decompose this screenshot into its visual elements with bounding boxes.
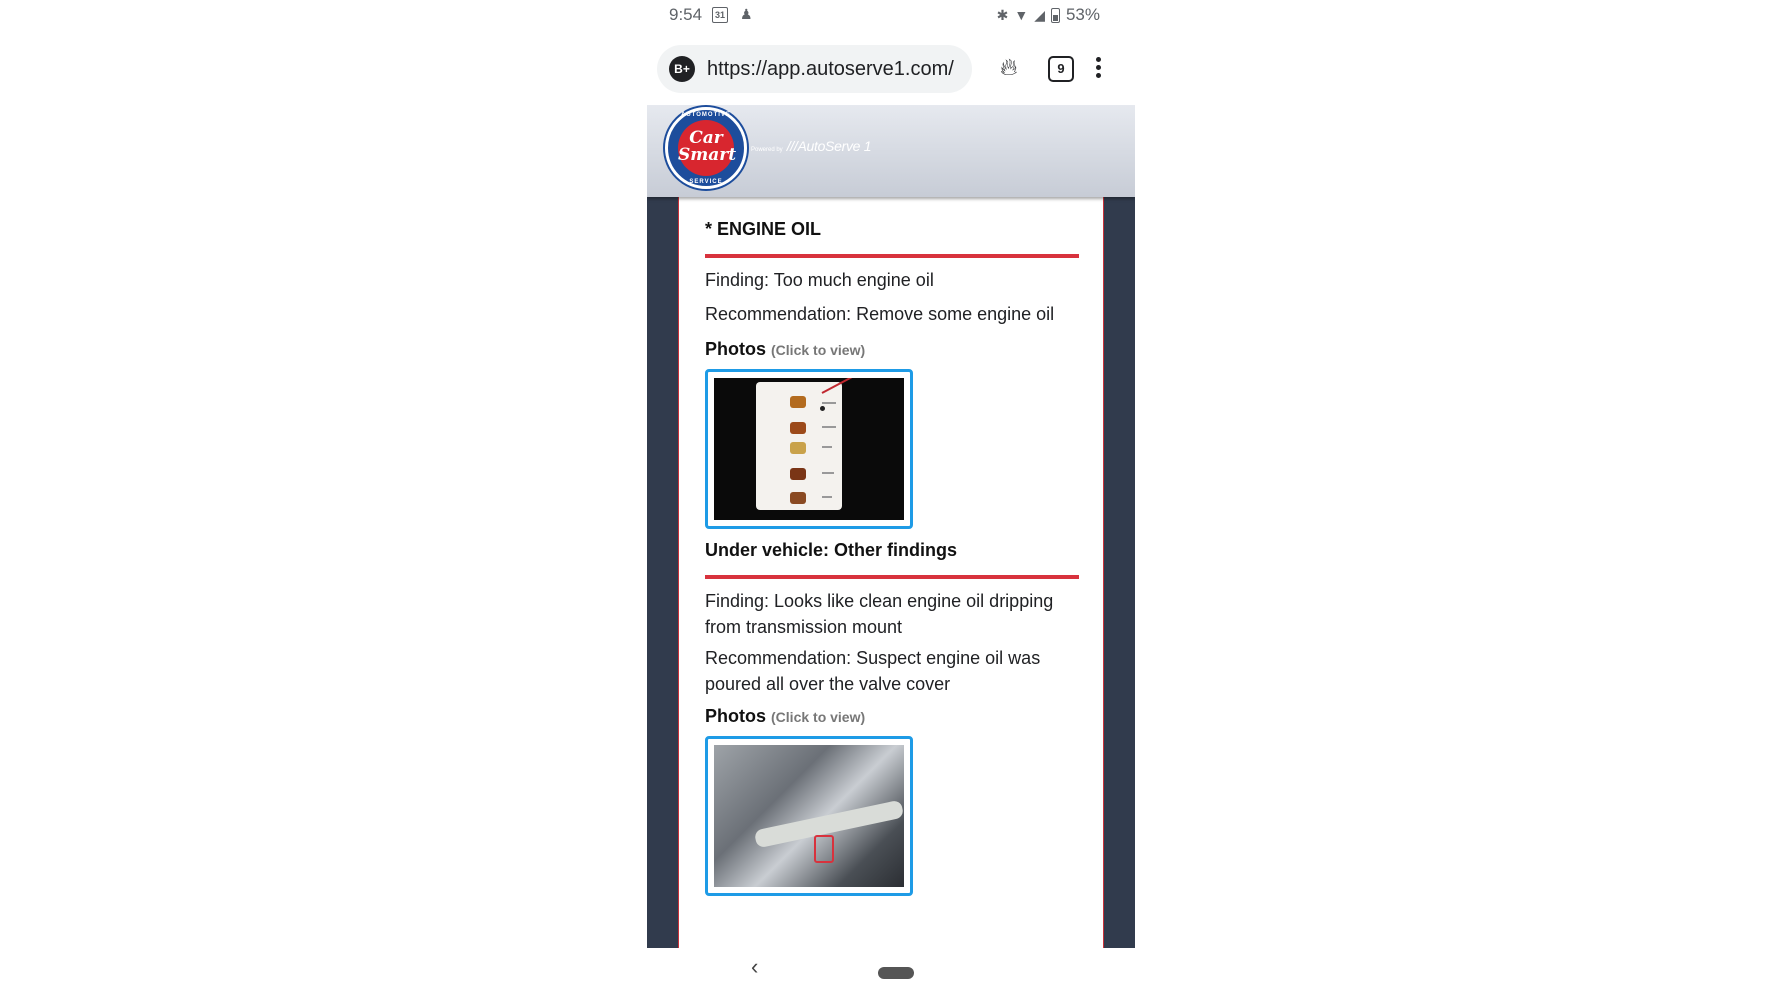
finding-text: Finding: Looks like clean engine oil dripping from transmission mount <box>705 591 1054 637</box>
logo-word-car: Car <box>689 128 723 148</box>
powered-by-label: Powered by <box>751 147 783 153</box>
notification-icon: ♟ <box>740 6 753 22</box>
section-divider <box>705 254 1079 258</box>
photos-hint: (Click to view) <box>771 709 866 725</box>
photo-thumbnail-under-vehicle[interactable] <box>705 736 913 896</box>
web-page[interactable] <box>647 105 1135 948</box>
undercarriage-image <box>714 745 904 887</box>
inspection-report-card <box>678 197 1104 948</box>
section-title-under-vehicle: Under vehicle: Other findings <box>705 540 958 560</box>
battery-percent: 53% <box>1065 5 1100 24</box>
browser-toolbar <box>647 35 1135 105</box>
photos-label-text: Photos <box>705 339 766 359</box>
overflow-menu-icon[interactable] <box>1095 57 1101 81</box>
status-bar <box>647 0 1135 30</box>
bluetooth-icon: ✱ <box>996 6 1009 23</box>
photo-thumbnail-engine-oil[interactable] <box>705 369 913 529</box>
logo-text-bottom: SERVICE <box>689 179 723 185</box>
signal-icon: ◢ <box>1034 6 1045 23</box>
logo-text-top: AUTOMOTIVE <box>681 112 731 118</box>
photos-label <box>705 706 865 727</box>
finding-text: Finding: Too much engine oil <box>705 270 934 290</box>
site-info-icon[interactable]: B+ <box>669 56 695 82</box>
back-icon[interactable]: ‹ <box>751 954 759 979</box>
wifi-icon: ▼ <box>1014 7 1029 23</box>
logo-word-smart: Smart <box>678 145 737 165</box>
photos-label-text: Photos <box>705 706 766 726</box>
section-title-engine-oil: * ENGINE OIL <box>705 219 822 239</box>
fluid-sample-card-image <box>714 378 904 520</box>
home-pill[interactable] <box>878 967 914 979</box>
recommendation-text: Recommendation: Suspect engine oil was poured all over the valve cover <box>705 648 1041 694</box>
phone-screen <box>647 0 1135 1000</box>
autoserve-brand: ///AutoServe 1 <box>786 138 872 154</box>
url-bar[interactable] <box>657 45 972 93</box>
powered-by-autoserve <box>751 138 871 156</box>
status-time: 9:54 <box>669 5 703 24</box>
tab-switcher-button[interactable]: 9 <box>1048 56 1074 82</box>
section-divider <box>705 575 1079 579</box>
recommendation-text: Recommendation: Remove some engine oil <box>705 304 1055 324</box>
site-header <box>647 105 1135 197</box>
url-text[interactable]: https://app.autoserve1.com/ <box>707 58 954 80</box>
fire-icon[interactable]: 🔥︎ <box>1000 54 1018 81</box>
photos-label <box>705 339 865 360</box>
calendar-icon: 31 <box>712 7 728 23</box>
photos-hint: (Click to view) <box>771 342 866 358</box>
logo-center <box>678 120 737 176</box>
status-icons <box>997 5 1100 25</box>
carsmart-logo[interactable] <box>665 107 747 189</box>
system-nav-bar <box>647 948 1135 1000</box>
battery-icon <box>1051 8 1060 23</box>
